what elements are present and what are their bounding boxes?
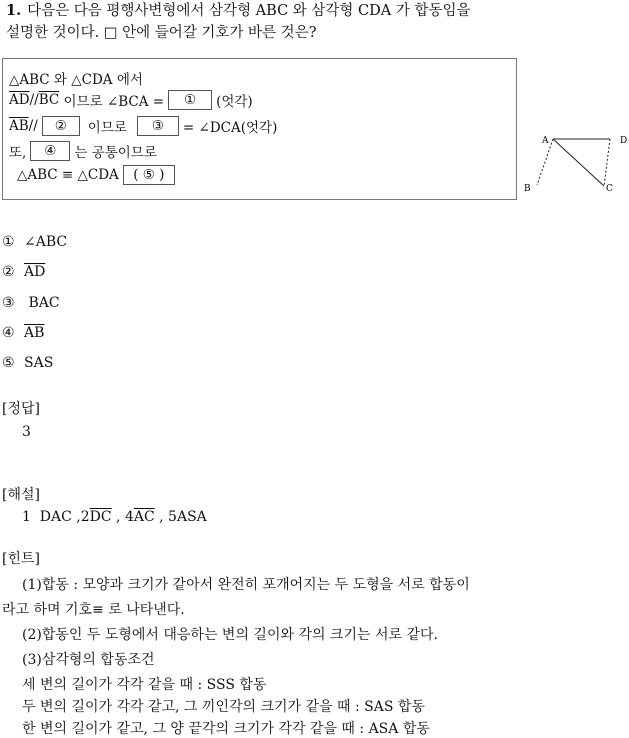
question-number: 1. — [6, 2, 22, 19]
option-text: $\overline{AB}$ — [24, 325, 45, 341]
hint-line-5: 세 변의 길이가 각각 같을 때 : SSS 합동 — [22, 677, 267, 693]
proof-text: 이므로 ∠BCA = — [59, 94, 165, 110]
option-number: ④ — [2, 325, 15, 341]
option-text: $\overline{AD}$ — [24, 264, 46, 280]
parallelogram-figure — [518, 128, 629, 198]
segment-ac: $\overline{AC}$ — [133, 509, 155, 525]
proof-text: △ABC ≡ △CDA — [17, 167, 119, 183]
segment-bc: $\overline{BC}$ — [38, 92, 60, 108]
segment-ab: $\overline{AB}$ — [9, 118, 29, 134]
blank-1: ① — [168, 90, 212, 110]
proof-text: (엇각) — [216, 94, 253, 110]
explanation-label: [해설] — [2, 487, 40, 503]
vertex-b-label: B — [524, 184, 531, 194]
vertex-c-label: C — [606, 184, 613, 194]
blank-2: ② — [42, 116, 80, 136]
hint-line-1: (1)합동 : 모양과 크기가 같아서 완전히 포개어지는 두 도형을 서로 합동이 — [22, 577, 470, 593]
proof-line-1: △ABC 와 △CDA 에서 — [9, 72, 143, 88]
option-3[interactable] — [2, 295, 60, 311]
parallel-sign: // — [28, 118, 38, 134]
proof-text: 는 공통이므로 — [74, 145, 157, 161]
blank-5: ( ⑤ ) — [123, 165, 175, 185]
question-line-1: 다음은 다음 평행사변형에서 삼각형 ABC 와 삼각형 CDA 가 합동임을 — [27, 3, 471, 19]
parallel-sign: // — [29, 92, 39, 108]
hint-line-2: 라고 하며 기호≡ 로 나타낸다. — [2, 602, 185, 618]
proof-text: 또, — [9, 145, 27, 161]
option-text: SAS — [24, 355, 54, 371]
proof-line-3 — [9, 115, 277, 137]
answer-label: [정답] — [2, 401, 40, 417]
blank-3: ③ — [137, 116, 179, 136]
explanation-part: , 4 — [111, 509, 134, 525]
question-text — [6, 0, 616, 44]
explanation-part: , 5ASA — [154, 509, 207, 525]
hint-line-7: 한 변의 길이가 같고, 그 양 끝각의 크기가 각각 같을 때 : ASA 합동 — [22, 721, 430, 737]
option-5[interactable] — [2, 355, 53, 371]
segment-dc: $\overline{DC}$ — [89, 509, 112, 525]
segment-ad: $\overline{AD}$ — [9, 92, 30, 108]
proof-line-2 — [9, 89, 253, 111]
option-number: ③ — [2, 295, 15, 311]
hint-label: [힌트] — [2, 551, 40, 567]
proof-line-5 — [17, 164, 179, 186]
option-2[interactable] — [2, 264, 45, 280]
option-number: ② — [2, 264, 15, 280]
option-number: ⑤ — [2, 355, 15, 371]
proof-text: 이므로 — [87, 120, 127, 136]
side-dc — [604, 139, 610, 186]
proof-line-4 — [9, 140, 157, 162]
vertex-a-label: A — [542, 136, 549, 146]
hint-line-6: 두 변의 길이가 각각 같고, 그 끼인각의 크기가 같을 때 : SAS 합동 — [22, 699, 425, 715]
option-4[interactable] — [2, 325, 44, 341]
explanation-text — [22, 509, 207, 525]
diagonal-ac — [553, 139, 604, 186]
hint-line-4: (3)삼각형의 합동조건 — [22, 652, 155, 668]
option-text: ∠ABC — [24, 234, 68, 250]
option-number: ① — [2, 234, 15, 250]
hint-line-3: (2)합동인 두 도형에서 대응하는 변의 길이와 각의 크기는 서로 같다. — [22, 627, 438, 643]
explanation-part: 1 DAC ,2 — [22, 509, 90, 525]
question-line-2: 설명한 것이다. □ 안에 들어갈 기호가 바른 것은? — [6, 25, 317, 41]
blank-4: ④ — [30, 141, 70, 161]
option-text: BAC — [24, 295, 60, 311]
vertex-d-label: D — [620, 136, 628, 146]
proof-box — [2, 58, 517, 200]
answer-value: 3 — [22, 424, 31, 440]
proof-text: = ∠DCA(엇각) — [182, 120, 278, 136]
option-1[interactable] — [2, 234, 67, 250]
